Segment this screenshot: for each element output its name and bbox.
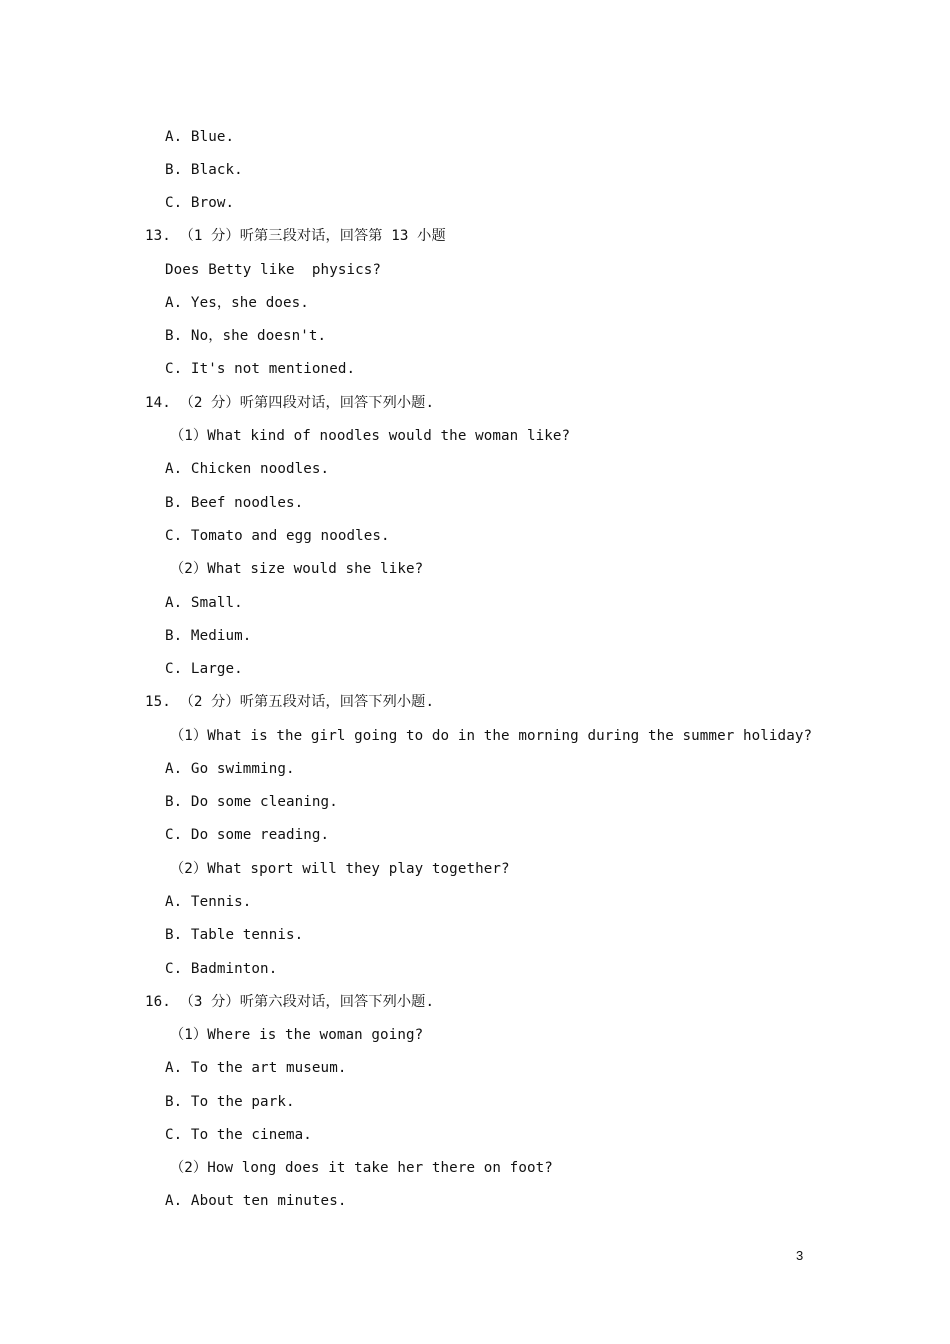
option-line: B. Do some cleaning.: [165, 794, 338, 810]
sub-question: （1）What is the girl going to do in the morning during the summer holiday?: [170, 728, 813, 744]
option-line: B. No，she doesn't.: [165, 328, 327, 344]
option-line: C. It's not mentioned.: [165, 361, 356, 377]
option-line: C. Tomato and egg noodles.: [165, 528, 390, 544]
option-line: C. Badminton.: [165, 961, 278, 977]
sub-question: （2）What sport will they play together?: [170, 861, 510, 877]
question-text: Does Betty like physics?: [165, 262, 382, 278]
option-line: A. To the art museum.: [165, 1060, 347, 1076]
question-heading: 16. （3 分）听第六段对话，回答下列小题.: [145, 994, 435, 1010]
option-line: C. Large.: [165, 661, 243, 677]
option-line: B. Beef noodles.: [165, 495, 304, 511]
option-line: A. Yes，she does.: [165, 295, 309, 311]
option-line: B. Table tennis.: [165, 927, 304, 943]
question-heading: 13. （1 分）听第三段对话，回答第 13 小题: [145, 228, 446, 244]
option-line: B. To the park.: [165, 1094, 295, 1110]
question-heading: 14. （2 分）听第四段对话，回答下列小题.: [145, 395, 435, 411]
sub-question: （1）Where is the woman going?: [170, 1027, 424, 1043]
page-number: 3: [796, 1248, 804, 1263]
option-line: B. Black.: [165, 162, 243, 178]
question-heading: 15. （2 分）听第五段对话，回答下列小题.: [145, 694, 435, 710]
option-line: C. Brow.: [165, 195, 235, 211]
sub-question: （1）What kind of noodles would the woman like?: [170, 428, 571, 444]
option-line: A. Small.: [165, 595, 243, 611]
option-line: A. Tennis.: [165, 894, 252, 910]
option-line: C. To the cinema.: [165, 1127, 312, 1143]
sub-question: （2）How long does it take her there on foot?: [170, 1160, 553, 1176]
option-line: A. Go swimming.: [165, 761, 295, 777]
option-line: A. Chicken noodles.: [165, 461, 330, 477]
option-line: A. About ten minutes.: [165, 1193, 347, 1209]
sub-question: （2）What size would she like?: [170, 561, 424, 577]
option-line: C. Do some reading.: [165, 827, 330, 843]
option-line: A. Blue.: [165, 129, 235, 145]
option-line: B. Medium.: [165, 628, 252, 644]
